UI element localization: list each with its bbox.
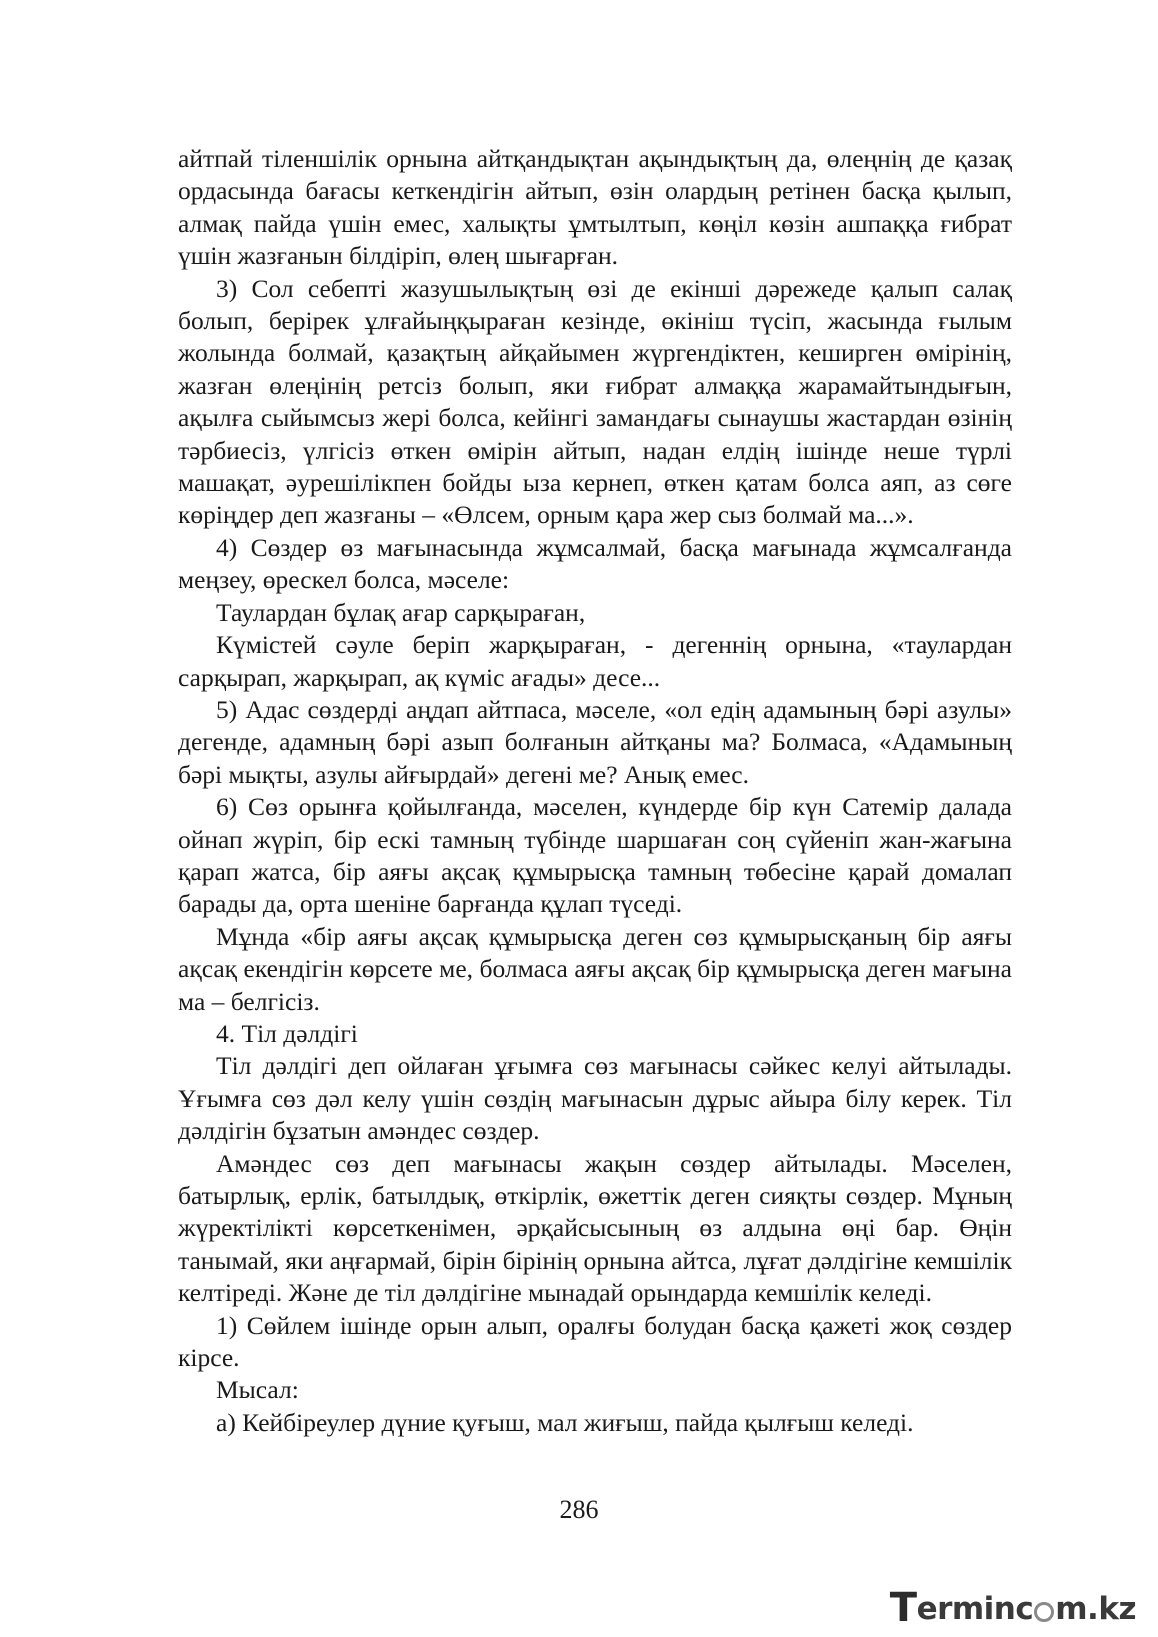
- page-body: [178, 143, 1012, 1439]
- example-label: Мысал:: [216, 1375, 299, 1405]
- example-item: а) Кейбіреулер дүние қуғыш, мал жиғыш, пайда қылғыш келеді.: [216, 1407, 914, 1437]
- paragraph: Тіл дәлдігі деп ойлаған ұғымға сөз мағынасы сәйкес келуі айтылады. Ұғымға сөз дәл келу үшін сөздің мағынасын дұрыс айыра білу керек. Тіл дәлдігін бұзатын амәндес сөздер.: [178, 1051, 1012, 1146]
- paragraph: 3) Сол себепті жазушылықтың өзі де екінші дәрежеде қалып салақ болып, берірек ұлғайыңқыраған кезінде, өкініш түсіп, жасында ғылым жолында болмай, қазақтың айқайымен жүргендіктен, кеширген өмірінің, жазған өлеңінің ретсіз болып, яки ғибрат алмаққа жарамайтындығын, ақылға сыйымсыз жері болса, кейінгі замандағы сынаушы жастардан өзінің тәрбиесіз, үлгісіз өткен өмірін айтып, надан елдің ішінде неше түрлі машақат, әурешілікпен бойды ыза кернеп, өткен қатам болса аяп, аз сөге көріңдер деп жазғаны – «Өлсем, орным қара жер сыз болмай ма...».: [178, 273, 1012, 530]
- watermark-o-circle-icon: [1034, 1602, 1054, 1622]
- paragraph: 6) Сөз орынға қойылғанда, мәселен, күндерде бір күн Сатемір далада ойнап жүріп, бір ескі тамның түбінде шаршаған соң сүйеніп жан-жағына қарап жатса, бір аяғы ақсақ құмырысқа тамның төбесіне қарай домалап барады да, орта шеніне барғанда құлап түседі.: [178, 792, 1012, 919]
- paragraph: Мұнда «бір аяғы ақсақ құмырысқа деген сөз құмырысқаның бір аяғы ақсақ екендігін көрсете ме, болмаса аяғы ақсақ бір құмырысқа деген мағына ма – белгісіз.: [178, 921, 1012, 1016]
- paragraph: айтпай тіленшілік орнына айтқандықтан ақындықтың да, өлеңнің де қазақ ордасында бағасы кеткендігін айтып, өзін олардың ретінен басқа қылып, алмақ пайда үшін емес, халықты ұмтылтып, көңіл көзін ашпаққа ғибрат үшін жазғанын білдіріп, өлең шығарған.: [178, 144, 1012, 271]
- page-number: 286: [559, 1495, 599, 1524]
- watermark-middle: erminc: [916, 1591, 1034, 1627]
- watermark-first-letter: T: [889, 1585, 917, 1631]
- section-heading: 4. Тіл дәлдігі: [216, 1018, 358, 1048]
- site-watermark-logo: [890, 1585, 1136, 1631]
- paragraph: 5) Адас сөздерді аңдап айтпаса, мәселе, «ол едің адамының бәрі азулы» дегенде, адамның бәрі азып болғанын айтқаны ма? Болмаса, «Адамының бәрі мықты, азулы айғырдай» дегені ме? Анық емес.: [178, 694, 1012, 789]
- watermark-domain: m.kz: [1055, 1591, 1136, 1627]
- paragraph: Амәндес сөз деп мағынасы жақын сөздер айтылады. Мәселен, батырлық, ерлік, батылдық, өткірлік, өжеттік деген сияқты сөздер. Мұның жүректілікті көрсеткенімен, әрқайсысының өз алдына өңі бар. Өңін танымай, яки аңғармай, бірін бірінің орнына айтса, лұғат дәлдігіне кемшілік келтіреді. Және де тіл дәлдігіне мынадай орындарда кемшілік келеді.: [178, 1148, 1012, 1308]
- paragraph: 4) Сөздер өз мағынасында жұмсалмай, басқа мағынада жұмсалғанда меңзеу, өрескел болса, мәселе:: [178, 532, 1012, 595]
- paragraph: Күмістей сәуле беріп жарқыраған, - дегеннің орнына, «таулардан сарқырап, жарқырап, ақ күміс ағады» десе...: [178, 630, 1012, 692]
- verse-line: Таулардан бұлақ ағар сарқыраған,: [216, 597, 586, 627]
- paragraph: 1) Сөйлем ішінде орын алып, оралғы болудан басқа қажеті жоқ сөздер кірсе.: [178, 1310, 1012, 1373]
